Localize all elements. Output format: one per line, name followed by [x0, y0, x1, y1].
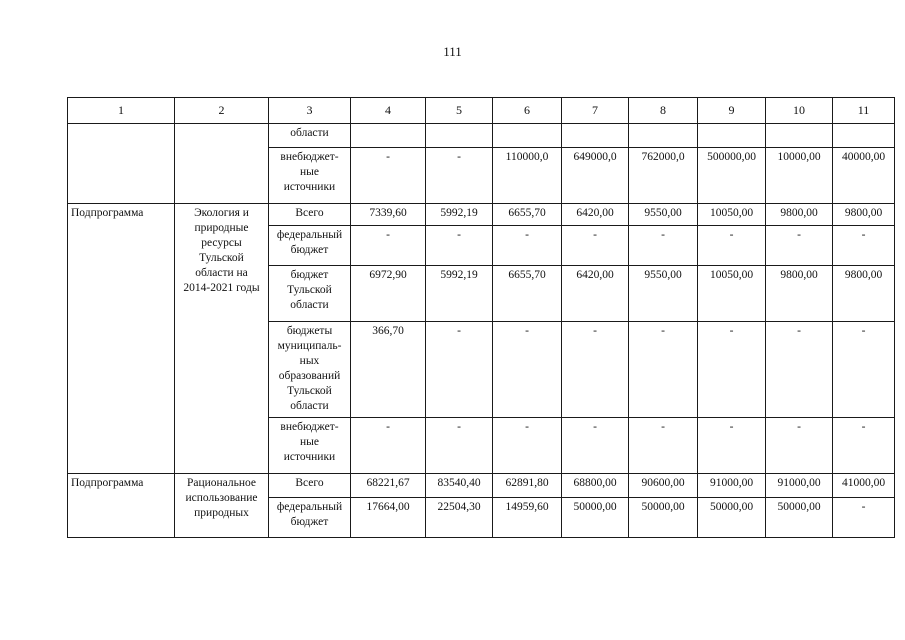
value-cell: 6655,70 — [493, 266, 562, 322]
subprogram-type-cell: Подпрограмма — [68, 204, 175, 474]
table-row — [68, 124, 895, 148]
value-cell: 68800,00 — [562, 474, 629, 498]
value-cell: - — [766, 322, 833, 418]
value-cell: - — [351, 148, 426, 204]
column-header: 10 — [766, 98, 833, 124]
column-header: 8 — [629, 98, 698, 124]
value-cell: 22504,30 — [426, 498, 493, 538]
value-cell: - — [629, 226, 698, 266]
column-header: 2 — [175, 98, 269, 124]
value-cell: 5992,19 — [426, 266, 493, 322]
type-cell — [68, 124, 175, 204]
value-cell: - — [562, 322, 629, 418]
value-cell: - — [493, 322, 562, 418]
header-row — [68, 98, 895, 124]
budget-table — [67, 97, 895, 538]
column-header: 11 — [833, 98, 895, 124]
value-cell: - — [351, 226, 426, 266]
value-cell: 50000,00 — [629, 498, 698, 538]
table-row — [68, 474, 895, 498]
value-cell — [833, 124, 895, 148]
value-cell: 500000,00 — [698, 148, 766, 204]
value-cell: - — [698, 418, 766, 474]
value-cell: 90600,00 — [629, 474, 698, 498]
source-cell: Всего — [269, 204, 351, 226]
value-cell — [629, 124, 698, 148]
column-header: 6 — [493, 98, 562, 124]
value-cell — [766, 124, 833, 148]
value-cell: - — [833, 418, 895, 474]
value-cell: 91000,00 — [766, 474, 833, 498]
subprogram-type-cell: Подпрограмма — [68, 474, 175, 538]
value-cell: 50000,00 — [698, 498, 766, 538]
value-cell: 40000,00 — [833, 148, 895, 204]
value-cell: 17664,00 — [351, 498, 426, 538]
value-cell — [426, 124, 493, 148]
source-cell: федеральный бюджет — [269, 226, 351, 266]
value-cell: - — [426, 226, 493, 266]
column-header: 3 — [269, 98, 351, 124]
value-cell: 91000,00 — [698, 474, 766, 498]
value-cell: 83540,40 — [426, 474, 493, 498]
table-row — [68, 204, 895, 226]
source-cell: федеральный бюджет — [269, 498, 351, 538]
value-cell: 62891,80 — [493, 474, 562, 498]
value-cell: - — [629, 418, 698, 474]
value-cell: 6420,00 — [562, 266, 629, 322]
value-cell: - — [426, 148, 493, 204]
value-cell: 10050,00 — [698, 266, 766, 322]
column-header: 1 — [68, 98, 175, 124]
source-cell: Всего — [269, 474, 351, 498]
value-cell — [351, 124, 426, 148]
value-cell: - — [629, 322, 698, 418]
value-cell: - — [833, 226, 895, 266]
value-cell: 649000,0 — [562, 148, 629, 204]
source-cell: области — [269, 124, 351, 148]
value-cell: 10050,00 — [698, 204, 766, 226]
source-cell: бюджет Тульской области — [269, 266, 351, 322]
value-cell: - — [426, 418, 493, 474]
value-cell: 9550,00 — [629, 204, 698, 226]
value-cell: 50000,00 — [766, 498, 833, 538]
name-cell — [175, 124, 269, 204]
value-cell — [698, 124, 766, 148]
value-cell: - — [698, 226, 766, 266]
value-cell: 50000,00 — [562, 498, 629, 538]
value-cell: 5992,19 — [426, 204, 493, 226]
value-cell: 14959,60 — [493, 498, 562, 538]
value-cell: - — [426, 322, 493, 418]
source-cell: внебюджет- ные источники — [269, 418, 351, 474]
value-cell: 9550,00 — [629, 266, 698, 322]
source-cell: бюджеты муниципаль- ных образований Тульской области — [269, 322, 351, 418]
value-cell: 366,70 — [351, 322, 426, 418]
value-cell: 41000,00 — [833, 474, 895, 498]
column-header: 7 — [562, 98, 629, 124]
value-cell: 110000,0 — [493, 148, 562, 204]
value-cell: - — [562, 226, 629, 266]
value-cell: - — [833, 498, 895, 538]
column-header: 4 — [351, 98, 426, 124]
value-cell: 68221,67 — [351, 474, 426, 498]
page-number: 111 — [443, 44, 462, 59]
value-cell: - — [351, 418, 426, 474]
source-cell: внебюджет- ные источники — [269, 148, 351, 204]
value-cell: 9800,00 — [766, 266, 833, 322]
value-cell: - — [493, 418, 562, 474]
value-cell: 762000,0 — [629, 148, 698, 204]
value-cell: 7339,60 — [351, 204, 426, 226]
value-cell: 6420,00 — [562, 204, 629, 226]
value-cell: 9800,00 — [833, 204, 895, 226]
value-cell: - — [562, 418, 629, 474]
column-header: 5 — [426, 98, 493, 124]
value-cell: - — [766, 226, 833, 266]
value-cell: 6972,90 — [351, 266, 426, 322]
value-cell: - — [833, 322, 895, 418]
value-cell: 6655,70 — [493, 204, 562, 226]
value-cell: - — [493, 226, 562, 266]
value-cell: 9800,00 — [833, 266, 895, 322]
subprogram-name-cell: Рациональное использование природных — [175, 474, 269, 538]
value-cell — [562, 124, 629, 148]
value-cell: 10000,00 — [766, 148, 833, 204]
value-cell: 9800,00 — [766, 204, 833, 226]
value-cell — [493, 124, 562, 148]
column-header: 9 — [698, 98, 766, 124]
value-cell: - — [766, 418, 833, 474]
subprogram-name-cell: Экология и природные ресурсы Тульской области на 2014-2021 годы — [175, 204, 269, 474]
value-cell: - — [698, 322, 766, 418]
